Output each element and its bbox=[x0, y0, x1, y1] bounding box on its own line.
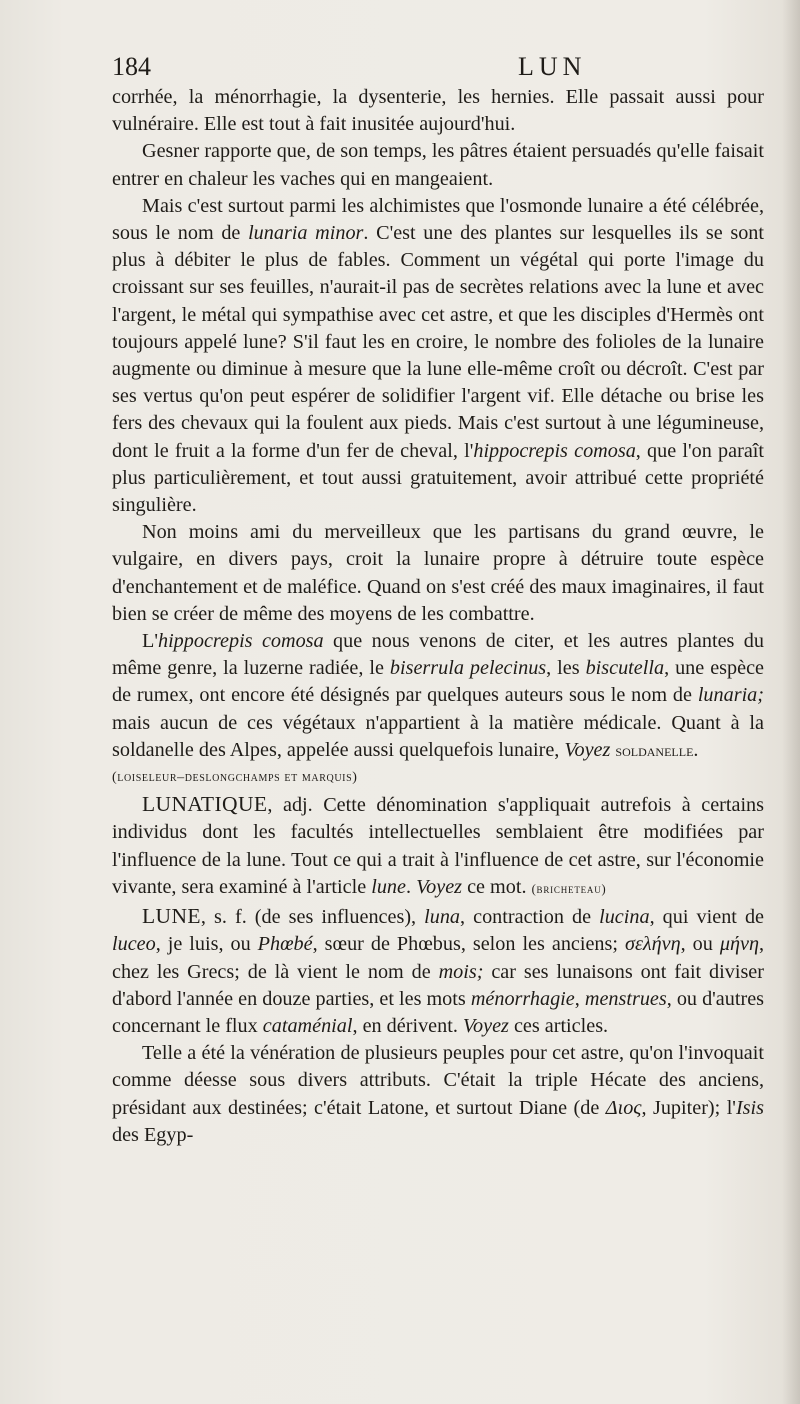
text-run: , contraction de bbox=[460, 906, 600, 929]
paragraph bbox=[112, 1040, 764, 1149]
italic-term: Voyez bbox=[462, 1014, 509, 1037]
text-run: . bbox=[693, 738, 699, 761]
text-run: , qui vient de bbox=[649, 906, 765, 929]
text-run: , une espèce de rumex, ont encore été désignés par quelques auteurs sous le nom de bbox=[112, 657, 764, 707]
text-run: , adj. Cette dénomination s'appliquait autrefois à certains individus dont les facultés intellectuelles semblaient être modifiées par l'influence de la lune. Tout ce qui a trait à l'influence de cet astre, sur l'économie vivante, sera examiné à l'article bbox=[112, 794, 764, 898]
paragraph bbox=[112, 519, 764, 628]
text-run: ce mot. bbox=[462, 875, 532, 898]
text-run: , que l'on paraît plus particulièrement, et tout aussi gratuitement, avoir attribué cette propriété singulière. bbox=[112, 439, 764, 517]
paragraph bbox=[112, 903, 764, 1040]
italic-term: menstrues bbox=[584, 987, 667, 1010]
italic-term: lunaria; bbox=[697, 684, 764, 707]
text-run: que nous venons de citer, et les autres plantes du même genre, la luzerne radiée, le bbox=[112, 630, 764, 680]
paragraph bbox=[112, 628, 764, 764]
italic-term: Voyez bbox=[416, 875, 463, 898]
italic-term: lune bbox=[371, 875, 406, 898]
paragraph bbox=[112, 193, 764, 519]
text-run: . C'est une des plantes sur lesquelles ils se sont plus à débiter le plus de fables. Comment un végétal qui porte l'image du croissant sur ses feuilles, n'aurait-il pas de secrètes relations avec la lune et avec l'argent, le métal qui sympathise avec cet astre, et que les disciples d'Hermès ont toujours appelé lune? S'il faut les en croire, le nombre des folioles de la lunaire augmente ou diminue à mesure que la lune elle-même croît ou décroît. C'est par ses vertus qu'on peut espérer de solidifier l'argent vif. Elle détache ou brise les fers des chevaux qui la foulent aux pieds. Mais c'est surtout à une légumineuse, dont le fruit a la forme d'un fer de cheval, l' bbox=[112, 222, 764, 462]
italic-term: lucina bbox=[599, 906, 650, 929]
italic-term: ménorrhagie bbox=[470, 987, 575, 1010]
text-run: des Egyp- bbox=[112, 1123, 194, 1146]
author-signature bbox=[112, 764, 764, 791]
body-text bbox=[112, 84, 764, 1149]
text-run: , chez les Grecs; de là vient le nom de bbox=[112, 933, 765, 983]
text-run: , je luis, ou bbox=[155, 933, 258, 956]
text-run: soldanelle bbox=[615, 740, 694, 760]
text-run: mais aucun de ces végétaux n'appartient à la matière médicale. Quant à la soldanelle des Alpes, appelée aussi quelquefois lunaire, bbox=[112, 711, 764, 761]
text-run: corrhée, la ménorrhagie, la dysenterie, les hernies. Elle passait aussi pour vulnéraire. Elle est tout à fait inusitée aujourd'hui. bbox=[112, 86, 764, 136]
italic-term: σελήνη bbox=[624, 933, 681, 956]
text-run: , bbox=[574, 987, 585, 1010]
text-run: Telle a été la vénération de plusieurs peuples pour cet astre, qu'on l'invoquait comme déesse sous divers attributs. C'était la triple Hécate des anciens, présidant aux destinées; c'était Latone, et surtout Diane (de bbox=[112, 1042, 764, 1119]
italic-term: Isis bbox=[735, 1096, 764, 1119]
italic-term: cataménial bbox=[262, 1014, 353, 1037]
text-run: , ou d'autres concernant le flux bbox=[112, 987, 765, 1037]
italic-term: Voyez bbox=[564, 738, 611, 761]
paragraph bbox=[112, 84, 764, 138]
page-number: 184 bbox=[112, 52, 151, 81]
entry-headword: LUNE bbox=[142, 904, 201, 929]
italic-term: mois; bbox=[438, 960, 484, 983]
italic-term: luna bbox=[424, 906, 461, 929]
page-edge-shadow bbox=[782, 0, 800, 1404]
entry-headword: LUNATIQUE bbox=[142, 792, 268, 817]
text-run: Non moins ami du merveilleux que les partisans du grand œuvre, le vulgaire, en divers pays, croit la lunaire propre à détruire toute espèce d'enchantement et de maléfice. Quand on s'est créé des maux imaginaires, il faut bien se créer de même des moyens de les combattre. bbox=[112, 521, 764, 625]
text-run: (loiseleur–deslongchamps et marquis) bbox=[112, 770, 358, 786]
paragraph bbox=[112, 791, 764, 903]
paragraph bbox=[112, 138, 764, 192]
text-run: L' bbox=[142, 630, 158, 653]
text-run: . bbox=[405, 875, 417, 898]
text-run: , en dérivent. bbox=[352, 1014, 463, 1037]
italic-term: hippocrepis comosa bbox=[157, 630, 324, 653]
text-run: , s. f. (de ses influences), bbox=[200, 906, 425, 929]
italic-term: hippocrepis comosa bbox=[473, 439, 636, 462]
running-head: LUN bbox=[518, 52, 587, 81]
text-run: , sœur de Phœbus, selon les anciens; bbox=[312, 933, 625, 956]
text-run: Gesner rapporte que, de son temps, les pâtres étaient persuadés qu'elle faisait entrer en chaleur les vaches qui en mangeaient. bbox=[112, 140, 764, 190]
italic-term: Διος bbox=[605, 1096, 642, 1119]
text-run: car ses lunaisons ont fait diviser d'abord l'année en douze parties, et les mots bbox=[112, 960, 764, 1010]
text-run: , ou bbox=[680, 933, 720, 956]
italic-term: biscutella bbox=[585, 657, 665, 680]
italic-term: lunaria minor bbox=[248, 222, 364, 245]
text-run: (bricheteau) bbox=[531, 881, 607, 896]
text-run: ces articles. bbox=[508, 1014, 609, 1037]
text-run: , les bbox=[546, 657, 586, 680]
text-run: Mais c'est surtout parmi les alchimistes que l'osmonde lunaire a été célébrée, sous le nom de bbox=[112, 194, 764, 245]
italic-term: μήνη bbox=[719, 933, 759, 956]
italic-term: Phœbé bbox=[257, 933, 313, 956]
text-run: , Jupiter); l' bbox=[641, 1096, 736, 1119]
italic-term: biserrula pelecinus bbox=[389, 657, 547, 680]
italic-term: luceo bbox=[112, 933, 156, 956]
page-header bbox=[108, 52, 770, 86]
